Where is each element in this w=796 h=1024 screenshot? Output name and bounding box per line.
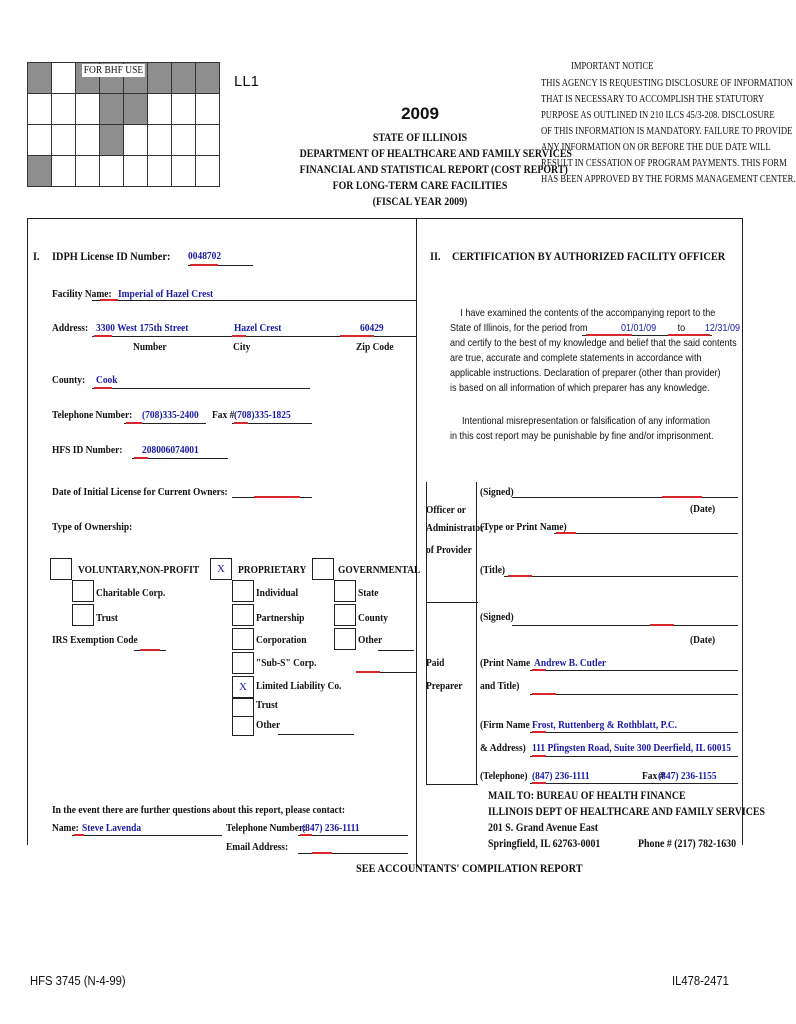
report-state: STATE OF ILLINOIS bbox=[372, 132, 468, 144]
irs-exemption-marker bbox=[140, 649, 160, 651]
individual-checkbox[interactable] bbox=[232, 580, 254, 602]
cert-line: and certify to the best of my knowledge and belief that the said contents bbox=[450, 337, 737, 349]
proprietary-mark: X bbox=[217, 563, 225, 575]
contact-phone-value[interactable]: (847) 236-1111 bbox=[302, 822, 360, 834]
number-caption: Number bbox=[133, 341, 167, 353]
facility-name-underline bbox=[92, 300, 416, 301]
officer-signed-marker bbox=[662, 496, 702, 498]
and-title-label: and Title) bbox=[480, 680, 520, 692]
print-name-marker bbox=[532, 669, 546, 671]
form-code: LL1 bbox=[234, 73, 260, 90]
cert-line: applicable instructions. Declaration of preparer (other than provider) bbox=[450, 367, 721, 379]
zip-value[interactable]: 60429 bbox=[360, 322, 384, 334]
county-checkbox[interactable] bbox=[334, 604, 356, 626]
mail-to-line: MAIL TO: BUREAU OF HEALTH FINANCE bbox=[488, 790, 686, 802]
form-top-border bbox=[27, 218, 743, 219]
form-number: HFS 3745 (N-4-99) bbox=[30, 974, 126, 988]
governmental-other-checkbox[interactable] bbox=[334, 628, 356, 650]
warn-line: Intentional misrepresentation or falsification of any information bbox=[462, 415, 711, 427]
bhf-use-grid bbox=[27, 62, 220, 187]
warn-line: in this cost report may be punishable by fine and/or imprisonment. bbox=[450, 430, 714, 442]
contact-name-line bbox=[72, 835, 222, 836]
and-title-marker bbox=[532, 693, 556, 695]
governmental-other-label: Other bbox=[358, 634, 383, 646]
administrator-label: Administrator bbox=[426, 522, 485, 534]
license-label: IDPH License ID Number: bbox=[52, 249, 171, 263]
type-name-marker bbox=[556, 532, 576, 534]
notice-line: RESULT IN CESSATION OF PROGRAM PAYMENTS. THIS FORM bbox=[541, 158, 787, 169]
irs-exemption-label: IRS Exemption Code bbox=[52, 634, 138, 646]
form-right-border bbox=[742, 218, 743, 845]
notice-line: HAS BEEN APPROVED BY THE FORMS MANAGEMENT CENTER. bbox=[541, 174, 796, 185]
nonprofit-checkbox[interactable] bbox=[50, 558, 72, 580]
license-underline-marker bbox=[190, 264, 218, 266]
officer-label: Officer or bbox=[426, 504, 467, 516]
firm-address-line bbox=[530, 756, 738, 757]
print-name-value[interactable]: Andrew B. Cutler bbox=[534, 657, 607, 669]
contact-email-label: Email Address: bbox=[226, 841, 289, 853]
proprietary-other-label: Other bbox=[256, 719, 281, 731]
preparer-signed-label: (Signed) bbox=[480, 611, 514, 623]
preparer-fax-label: Fax # bbox=[642, 770, 665, 782]
period-to-marker bbox=[668, 334, 710, 336]
contact-intro: In the event there are further questions about this report, please contact: bbox=[52, 804, 346, 816]
type-name-line bbox=[554, 533, 738, 534]
facility-name-marker bbox=[100, 299, 118, 301]
notice-line: ANY INFORMATION ON OR BEFORE THE DUE DATE WILL bbox=[541, 142, 771, 153]
preparer-phone-value[interactable]: (847) 236-1111 bbox=[532, 770, 590, 782]
mail-city-line: Springfield, IL 62763-0001 bbox=[488, 838, 601, 850]
of-provider-label: of Provider bbox=[426, 544, 472, 556]
contact-phone-marker bbox=[300, 834, 312, 836]
county-label: County: bbox=[52, 374, 86, 386]
sub-s-corp-label: "Sub-S" Corp. bbox=[256, 657, 317, 669]
charitable-corp-label: Charitable Corp. bbox=[96, 587, 166, 599]
city-caption: City bbox=[233, 341, 251, 353]
phone-marker bbox=[126, 422, 142, 424]
ownership-label: Type of Ownership: bbox=[52, 521, 133, 533]
important-notice bbox=[541, 60, 796, 188]
contact-name-marker bbox=[74, 834, 84, 836]
notice-title: IMPORTANT NOTICE bbox=[571, 61, 654, 72]
cert-line: I have examined the contents of the accompanying report to the bbox=[460, 307, 716, 319]
officer-signed-line bbox=[512, 497, 738, 498]
zip-caption: Zip Code bbox=[356, 341, 394, 353]
period-marker bbox=[586, 334, 632, 336]
officer-title-label: (Title) bbox=[480, 564, 506, 576]
county-underline bbox=[92, 388, 310, 389]
preparer-date-label: (Date) bbox=[690, 634, 716, 646]
governmental-checkbox[interactable] bbox=[312, 558, 334, 580]
zip-marker bbox=[340, 335, 374, 337]
firm-name-label: (Firm Name bbox=[480, 719, 530, 731]
llc-mark: X bbox=[239, 681, 247, 693]
preparer-signed-marker bbox=[650, 624, 674, 626]
officer-title-line bbox=[504, 576, 738, 577]
mail-phone-line: Phone # (217) 782-1630 bbox=[638, 838, 737, 850]
period-to-value[interactable]: 12/31/09 bbox=[704, 322, 740, 334]
proprietary-title: PROPRIETARY bbox=[238, 564, 307, 576]
officer-date-label: (Date) bbox=[690, 503, 716, 515]
county-ownership-label: County bbox=[358, 612, 388, 624]
firm-name-value[interactable]: Frost, Ruttenberg & Rothblatt, P.C. bbox=[532, 719, 678, 731]
form-bottom-border bbox=[27, 845, 417, 846]
contact-phone-label: Telephone Number: bbox=[226, 822, 307, 834]
form-middle-divider bbox=[416, 218, 417, 868]
report-year: 2009 bbox=[401, 104, 439, 123]
nonprofit-title: VOLUNTARY,NON-PROFIT bbox=[78, 564, 200, 576]
fax-label: Fax # bbox=[212, 409, 235, 421]
contact-phone-line bbox=[298, 835, 408, 836]
nonprofit-trust-checkbox[interactable] bbox=[72, 604, 94, 626]
charitable-corp-checkbox[interactable] bbox=[72, 580, 94, 602]
partnership-label: Partnership bbox=[256, 612, 305, 624]
proprietary-trust-label: Trust bbox=[256, 699, 278, 711]
notice-line: THAT IS NECESSARY TO ACCOMPLISH THE STATUTORY bbox=[541, 94, 765, 105]
notice-line: THIS AGENCY IS REQUESTING DISCLOSURE OF INFORMATION bbox=[541, 78, 793, 89]
preparer-phone-line bbox=[530, 783, 738, 784]
corporation-label: Corporation bbox=[256, 634, 307, 646]
bhf-use-label: FOR BHF USE bbox=[83, 64, 144, 76]
firm-name-marker bbox=[532, 731, 546, 733]
type-name-label: (Type or Print Name) bbox=[480, 521, 567, 533]
section-two-numeral: II. bbox=[430, 249, 441, 263]
license-value[interactable]: 0048702 bbox=[188, 250, 222, 262]
state-label: State bbox=[358, 587, 379, 599]
street-value[interactable]: 3300 West 175th Street bbox=[96, 322, 189, 334]
firm-address-label: & Address) bbox=[480, 742, 526, 754]
preparer-phone-label: (Telephone) bbox=[480, 770, 528, 782]
city-value[interactable]: Hazel Crest bbox=[234, 322, 282, 334]
report-header bbox=[299, 104, 572, 210]
address-marker bbox=[94, 335, 112, 337]
individual-label: Individual bbox=[256, 587, 299, 599]
hfs-id-marker bbox=[134, 457, 148, 459]
certification-text bbox=[450, 306, 740, 444]
hfs-id-label: HFS ID Number: bbox=[52, 444, 123, 456]
fax-marker bbox=[234, 422, 248, 424]
firm-name-line bbox=[530, 732, 738, 733]
proprietary-other-checkbox[interactable] bbox=[232, 716, 254, 736]
print-name-label: (Print Name bbox=[480, 657, 531, 669]
compilation-report: SEE ACCOUNTANTS' COMPILATION REPORT bbox=[356, 861, 583, 875]
llc-label: Limited Liability Co. bbox=[256, 680, 342, 692]
county-marker bbox=[94, 387, 112, 389]
address-label: Address: bbox=[52, 322, 89, 334]
initial-license-label: Date of Initial License for Current Owners: bbox=[52, 486, 228, 498]
firm-address-value[interactable]: 111 Pfingsten Road, Suite 300 Deerfield, IL 60015 bbox=[532, 742, 731, 754]
report-title: FINANCIAL AND STATISTICAL REPORT (COST REPORT) bbox=[299, 164, 568, 176]
proprietary-other-underline bbox=[278, 734, 354, 735]
preparer-box-left bbox=[426, 482, 427, 784]
phone-label: Telephone Number: bbox=[52, 409, 133, 421]
corporation-checkbox[interactable] bbox=[232, 628, 254, 650]
and-title-line bbox=[530, 694, 738, 695]
llc-checkbox[interactable] bbox=[232, 676, 254, 698]
preparer-fax-value[interactable]: (847) 236-1155 bbox=[658, 770, 717, 782]
officer-title-marker bbox=[508, 575, 532, 577]
preparer-divider bbox=[426, 602, 478, 603]
governmental-title: GOVERNMENTAL bbox=[338, 564, 421, 576]
report-facilities: FOR LONG-TERM CARE FACILITIES bbox=[332, 180, 508, 192]
preparer-signed-line bbox=[512, 625, 738, 626]
report-dept: DEPARTMENT OF HEALTHCARE AND FAMILY SERVICES bbox=[299, 148, 572, 160]
paid-label: Paid bbox=[426, 657, 445, 669]
print-name-line bbox=[530, 670, 738, 671]
cert-line: is based on all information of which preparer has any knowledge. bbox=[450, 382, 710, 394]
proprietary-checkbox[interactable] bbox=[210, 558, 232, 580]
fax-value[interactable]: (708)335-1825 bbox=[234, 409, 291, 421]
cert-line: State of Illinois, for the period from bbox=[450, 322, 588, 334]
period-from-value[interactable]: 01/01/09 bbox=[621, 322, 657, 334]
sub-s-corp-checkbox[interactable] bbox=[232, 652, 254, 674]
contact-email-marker bbox=[312, 852, 332, 854]
state-checkbox[interactable] bbox=[334, 580, 356, 602]
notice-line: PURPOSE AS OUTLINED IN 210 ILCS 45/3-208. DISCLOSURE bbox=[541, 110, 775, 121]
officer-signed-label: (Signed) bbox=[480, 486, 514, 498]
mail-street-line: 201 S. Grand Avenue East bbox=[488, 822, 598, 834]
phone-value[interactable]: (708)335-2400 bbox=[142, 409, 199, 421]
cert-line: are true, accurate and complete statements in accordance with bbox=[450, 352, 702, 364]
facility-name-label: Facility Name: bbox=[52, 288, 112, 300]
certification-title: CERTIFICATION BY AUTHORIZED FACILITY OFFICER bbox=[452, 249, 726, 263]
contact-name-label: Name: bbox=[52, 822, 79, 834]
section-one-numeral: I. bbox=[33, 249, 40, 263]
facility-name-value[interactable]: Imperial of Hazel Crest bbox=[118, 288, 214, 300]
sub-s-marker bbox=[356, 671, 380, 673]
notice-line: OF THIS INFORMATION IS MANDATORY. FAILURE TO PROVIDE bbox=[541, 126, 793, 137]
county-value[interactable]: Cook bbox=[96, 374, 118, 386]
nonprofit-trust-label: Trust bbox=[96, 612, 118, 624]
preparer-box-bottom bbox=[426, 784, 478, 785]
preparer-label: Preparer bbox=[426, 680, 463, 692]
firm-address-marker bbox=[532, 755, 546, 757]
initial-license-marker bbox=[254, 496, 300, 498]
report-fiscal-year: (FISCAL YEAR 2009) bbox=[372, 196, 468, 208]
proprietary-trust-checkbox[interactable] bbox=[232, 698, 254, 718]
mail-dept-line: ILLINOIS DEPT OF HEALTHCARE AND FAMILY SERVICES bbox=[488, 806, 766, 818]
document-id: IL478-2471 bbox=[672, 974, 729, 988]
form-left-border bbox=[27, 218, 28, 845]
contact-name-value[interactable]: Steve Lavenda bbox=[82, 822, 142, 834]
partnership-checkbox[interactable] bbox=[232, 604, 254, 626]
city-marker bbox=[232, 335, 246, 337]
period-to-label: to bbox=[677, 322, 686, 334]
governmental-other-underline bbox=[378, 650, 414, 651]
hfs-id-value[interactable]: 208006074001 bbox=[142, 444, 199, 456]
preparer-phone-marker bbox=[532, 782, 546, 784]
